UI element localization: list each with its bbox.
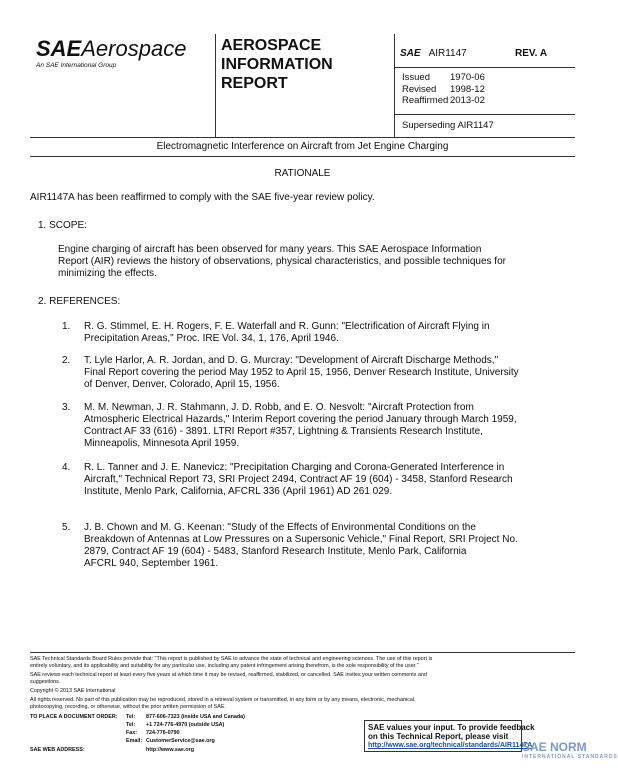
rationale-text: AIR1147A has been reaffirmed to comply with the SAE five-year review policy. (30, 192, 375, 203)
reference-text: J. B. Chown and M. G. Keenan: "Study of the Effects of Environmental Conditions on the Breakdown of Antennas at Low Pressures on a Supersonic Vehicle," Final Report, SRI Project No. 2879, Contract AF 19 (604) - 5483, Stanford Research Institute, Menlo Park, California AFCRL 940, September 1961. (84, 522, 518, 569)
document-header (30, 34, 575, 137)
sae-norm-watermark (522, 740, 618, 760)
brand-subtext: INTERNATIONAL STANDARDS (522, 754, 618, 760)
reference-number: 3. (62, 402, 71, 413)
reference-number: 5. (62, 522, 71, 533)
header-divider-right (394, 34, 395, 137)
footer-line: photocopying, recording, or otherwise, without the prior written permission of SAE. (30, 704, 226, 710)
feedback-link[interactable]: http://www.sae.org/technical/standards/AIR1147A (368, 742, 533, 749)
reference-text: R. G. Stimmel, E. H. Rogers, F. E. Waterfall and R. Gunn: "Electrification of Aircraft Flying in Precipitation Areas," Proc. IRE Vol. 34, 1, 176, April 1946. (84, 321, 490, 344)
footer-line: suggestions. (30, 679, 61, 685)
references-heading: 2. REFERENCES: (38, 296, 121, 307)
web-link[interactable]: http://www.sae.org (146, 747, 195, 753)
feedback-text: SAE values your input. To provide feedback (368, 723, 535, 732)
reference-text: R. L. Tanner and J. E. Nanevicz: "Precipitation Charging and Corona-Generated Interference in Aircraft," Technical Report 73, SRI Project 2494, Contract AF 19 (604) - 3458, Stanford Research Institute, Menlo Park, California, AFCRL 336 (April 1961) AD 261 029. (84, 462, 513, 497)
scope-line: minimizing the effects. (58, 268, 157, 279)
doc-prefix: SAE (400, 48, 421, 59)
footer-line: All rights reserved. No part of this publication may be reproduced, stored in a retrieval system or transmitted, in any form or by any means, electronic, mechanical, (30, 697, 416, 703)
date-issued: Issued 1970-06 (402, 72, 485, 83)
reference-number: 2. (62, 355, 71, 366)
reference-text: M. M. Newman, J. R. Stahmann, J. D. Robb, and E. O. Nesvolt: "Aircraft Protection from Atmospheric Electrical Hazards," Interim Report covering the period January through March 1959, Contract AF 33 (616) - 3891. LTRI Report #357, Lightning & Transients Research Institute, Minneapolis, Minnesota April 1959. (84, 402, 517, 449)
reference-text: T. Lyle Harlor, A. R. Jordan, and D. G. Murcray: "Development of Aircraft Discharge Methods," Final Report covering the period May 1952 to April 15, 1956, Denver Research Institute, University of Denver, Denver, Colorado, April 15, 1956. (84, 355, 519, 390)
document-title: Electromagnetic Interference on Aircraft from Jet Engine Charging (30, 137, 575, 157)
logo-sae: SAE (36, 36, 82, 61)
rationale-heading: RATIONALE (274, 168, 331, 179)
logo-aerospace: Aerospace (81, 36, 187, 61)
logo-subtitle: An SAE International Group (36, 62, 117, 69)
sae-aerospace-logo (30, 34, 215, 104)
footer-rule (30, 652, 575, 653)
header-divider-left (215, 34, 216, 137)
web-label: SAE WEB ADDRESS: (30, 747, 85, 753)
document-number (400, 48, 467, 59)
doc-type-line: AEROSPACE (221, 37, 322, 54)
scope-line: Report (AIR) reviews the history of observations, physical characteristics, and possible techniques for (58, 256, 506, 267)
footer-line: SAE reviews each technical report at least every five years at which time it may be revised, reaffirmed, stabilized, or cancelled. SAE invites your written comments and (30, 672, 427, 678)
footer-line: Copyright © 2013 SAE International (30, 688, 116, 694)
doc-type-line: INFORMATION (221, 56, 333, 73)
email-link[interactable]: CustomerService@sae.org (146, 738, 215, 744)
date-revised: Revised 1998-12 (402, 83, 485, 95)
header-rule-2 (394, 114, 575, 115)
logo-text (36, 36, 186, 62)
feedback-text: on this Technical Report, please visit (368, 732, 509, 741)
superseding-note: Superseding AIR1147 (402, 120, 494, 131)
scope-heading: 1. SCOPE: (38, 220, 87, 231)
footer-line: entirely voluntary, and its applicability and suitability for any particular use, including any patent infringement arising therefrom, is the sole responsibility of the user." (30, 663, 419, 669)
reference-number: 1. (62, 321, 71, 332)
footer-line: SAE Technical Standards Board Rules provide that: "This report is published by SAE to advance the state of technical and engineering sciences. The use of this report is (30, 656, 433, 662)
feedback-box (364, 720, 535, 752)
doc-number-text: AIR1147 (428, 48, 467, 59)
header-rule-1 (394, 67, 575, 68)
doc-type-line: REPORT (221, 75, 288, 92)
revision-label: REV. A (515, 48, 548, 59)
date-reaffirmed: Reaffirmed 2013-02 (402, 95, 485, 106)
scope-line: Engine charging of aircraft has been observed for many years. This SAE Aerospace Information (58, 244, 482, 255)
date-block (402, 72, 485, 107)
document-type (221, 36, 333, 93)
order-label: TO PLACE A DOCUMENT ORDER: (30, 714, 118, 720)
document-page: SAEAerospace An SAE International Group AEROSPACE INFORMATION REPORT SAE AIR1147 REV. A Issued 1970-06 Revised 1998-12 Reaffirmed 2013-02 Superseding AIR1147 Electromagnetic Interference on Aircraft from Jet Engine Charging RATIONALE AIR1147A has been reaffirmed to comply with the SAE five-year review policy. 1. SCOPE: Engine charging of aircraft has been observed for many years. This SAE Aerospace Information Report (AIR) reviews the history of observations, physical characteristics, and possible techniques for minimizing the effects. 2. REFERENCES: 1. R. G. Stimmel, E. H. Rogers, F. E. Waterfall and R. Gunn: "Electrification of Aircraft Flying in Precipitation Areas," Proc. IRE Vol. 34, 1, 176, April 1946. 2. T. Lyle Harlor, A. R. Jordan, and D. G. Murcray: "Development of Aircraft Discharge Methods," Final Report covering the period May 1952 to April 15, 1956, Denver Research Institute, University of Denver, Denver, Colorado, April 15, 1956. 3. M. M. Newman, J. R. Stahmann, J. D. Robb, and E. O. Nesvolt: "Aircraft Protection from Atmospheric Electrical Hazards," Interim Report covering the period January through March 1959, Contract AF 33 (616) - 3891. LTRI Report #357, Lightning & Transients Research Institute, Minneapolis, Minnesota April 1959. 4. R. L. Tanner and J. E. Nanevicz: "Precipitation Charging and Corona-Generated Interference in Aircraft," Technical Report 73, SRI Project 2494, Contract AF 19 (604) - 3458, Stanford Research Institute, Menlo Park, California, AFCRL 336 (April 1961) AD 261 029. 5. J. B. Chown and M. G. Keenan: "Study of the Effects of Environmental Conditions on the Breakdown of Antennas at Low Pressures on a Supersonic Vehicle," Final Report, SRI Project No. 2879, Contract AF 19 (604) - 5483, Stanford Research Institute, Menlo Park, California AFCRL 940, September 1961. SAE Technical Standards Board Rules provide that: "This report is published by SAE to advance the state of technical and engineering sciences. The use of this report is entirely voluntary, and its applicability and suitability for any particular use, including any patent infringement arising therefrom, is the sole responsibility of the user." SAE reviews each technical report at least every five years at which time it may be revised, reaffirmed, stabilized, or cancelled. SAE invites your written comments and suggestions. Copyright © 2013 SAE International All rights reserved. No part of this publication may be reproduced, stored in a retrieval system or transmitted, in any form or by any means, electronic, mechanical, photocopying, recording, or otherwise, without the prior written permission of SAE. TO PLACE A DOCUMENT ORDER: Tel: 877-606-7323 (inside USA and Canada) Tel: +1 724-776-4970 (outside USA) Fax: 724-776-0790 Email: CustomerService@sae.org SAE WEB ADDRESS: http://www.sae.org SAE values your input. To provide feedback on this Technical Report, please visit http://www.sae.org/technical/standards/AIR1147A SAE NORM INTERNATIONAL STANDARDS (30, 36, 618, 760)
brand-text: SAE NORM (522, 740, 587, 754)
reference-number: 4. (62, 462, 71, 473)
